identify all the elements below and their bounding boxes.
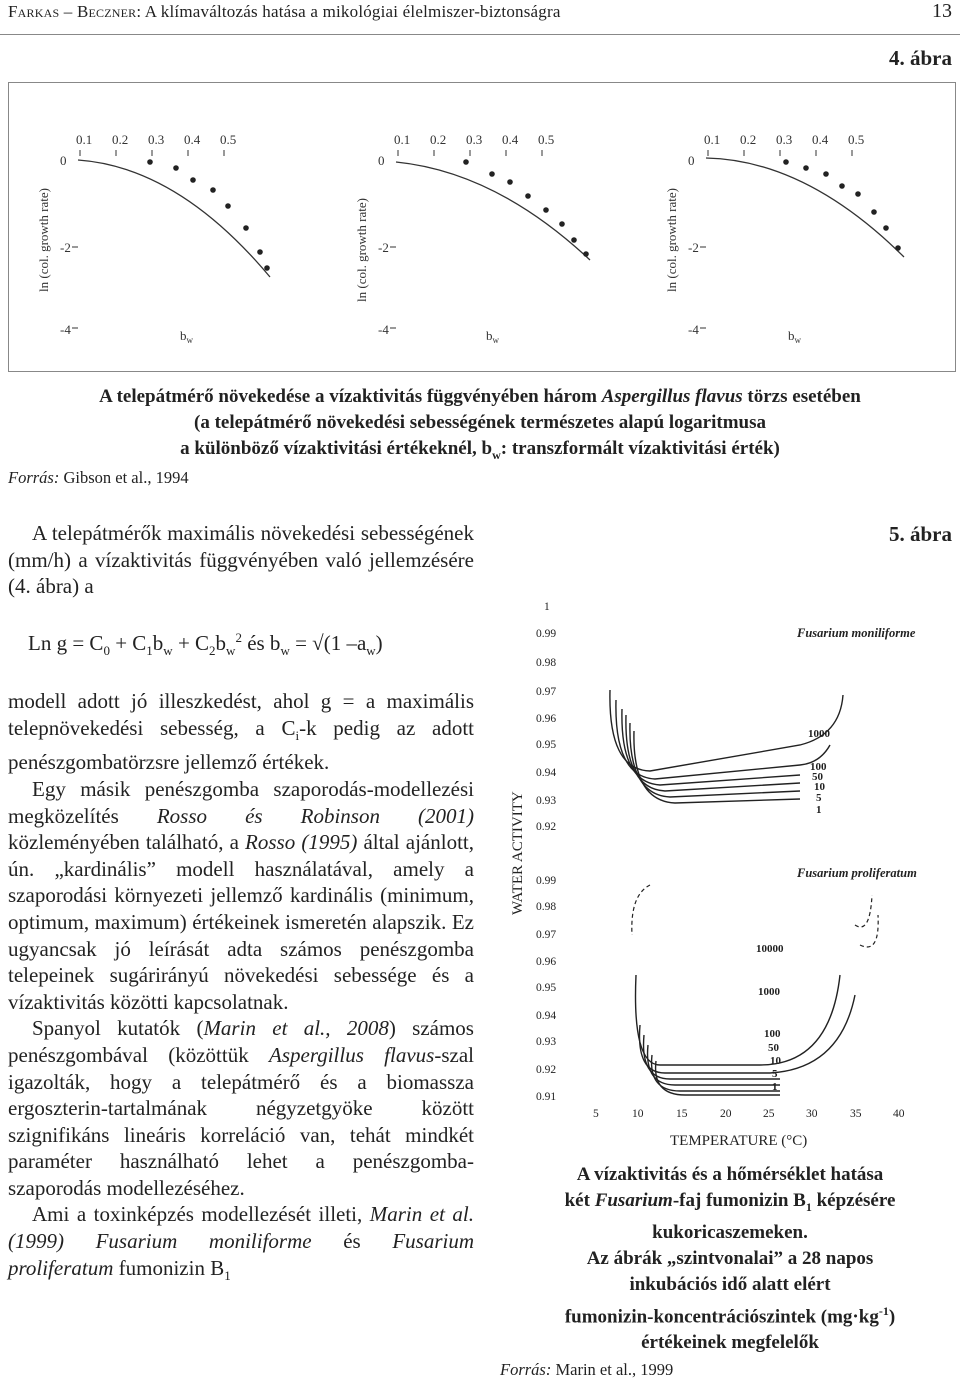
p2-xlabel: $b_w$: [486, 328, 499, 345]
svg-text:20: 20: [720, 1108, 732, 1120]
svg-text:0.97: 0.97: [536, 686, 557, 698]
svg-text:1000: 1000: [808, 728, 830, 740]
svg-text:5: 5: [772, 1068, 778, 1080]
p1-curve: [78, 160, 270, 277]
svg-text:0.95: 0.95: [536, 982, 557, 994]
svg-text:0.4: 0.4: [502, 132, 519, 147]
svg-text:0.93: 0.93: [536, 795, 557, 807]
svg-text:0.4: 0.4: [812, 132, 829, 147]
fig5-caption-l6: fumonizin-koncentrációszintek $(mg\cdot kg^{-1})$: [564, 1303, 896, 1328]
svg-text:10: 10: [770, 1055, 781, 1067]
p2-ylabel: ln (col. growth rate): [354, 198, 369, 302]
svg-text:0.3: 0.3: [776, 132, 793, 147]
running-header: [8, 2, 561, 22]
p1-xtick-0.2: 0.2: [112, 132, 129, 147]
p3-curve: [706, 158, 904, 257]
svg-text:0.98: 0.98: [536, 657, 557, 669]
fig5-caption-l4: Az ábrák „szintvonalai” a 28 napos: [586, 1247, 874, 1269]
figure4-panel-1: [36, 132, 270, 345]
svg-text:10: 10: [814, 781, 825, 793]
svg-text:0.1: 0.1: [704, 132, 721, 147]
model-formula: Ln $g = C_0 + C_1b_w + C_2b_w^2$ és $b_w = √(1$ $-a_w$): [28, 630, 383, 659]
svg-text:0: 0: [378, 153, 385, 168]
header-author2: Beczner: [76, 2, 137, 21]
p1-xtick-0.5: 0.5: [220, 132, 237, 147]
svg-text:1: 1: [772, 1081, 778, 1093]
svg-text:0.5: 0.5: [538, 132, 555, 147]
svg-text:-4: -4: [378, 322, 389, 337]
svg-text:0.92: 0.92: [536, 1064, 557, 1076]
svg-text:0.99: 0.99: [536, 628, 557, 640]
svg-text:40: 40: [893, 1108, 905, 1120]
svg-text:10000: 10000: [756, 943, 784, 955]
fig5-bottom-dashed: [632, 885, 878, 947]
svg-text:1: 1: [816, 804, 822, 816]
figure4-panel-2: [354, 132, 590, 345]
svg-text:0.95: 0.95: [536, 739, 557, 751]
svg-text:0.3: 0.3: [466, 132, 483, 147]
fig5-xlabel: TEMPERATURE (°C): [670, 1133, 808, 1149]
figure4-caption-line2: (a telepátmérő növekedési sebességének természetes alapú logaritmusa: [194, 412, 766, 433]
svg-text:0.92: 0.92: [536, 821, 557, 833]
fig5-caption-l1: A vízaktivitás és a hőmérséklet hatása: [576, 1164, 884, 1185]
fig5-top-yticks: [536, 601, 556, 833]
fig5-caption-l2: két Fusarium-faj fumonizin $B_1$ képzésére: [564, 1190, 896, 1214]
figure4-caption: [0, 384, 960, 468]
body-para2: modell adott jó illeszkedést, ahol g = a maximális telepnövekedési sebesség, a $C_i-k$ pedig az adott penészgombatörzsre jellemző értékek.: [8, 689, 474, 775]
body-para3: Egy másik penészgomba szaporodás-modellezési megközelítés Rosso és Robinson (2001) közleményében található, a Rosso (1995) által ajánlott, ún. „kardinális” modell használatával, amely a szaporodási környezeti jellemző kardinális (minimum, optimum, maximum) értékeinek ismeretén alapszik. Ez ugyancsak jó leírását adta számos penészgomba telepeinek sugárirányú növekedési sebessége és a vízaktivitás közötti kapcsolatnak.: [8, 776, 474, 1014]
figure5-source: Forrás: Marin et al., 1999: [500, 1360, 674, 1379]
p1-xlabel: $b_w$: [180, 328, 193, 345]
body-main: [8, 688, 474, 1289]
figure4-source: Forrás: Gibson et al., 1994: [8, 468, 189, 487]
svg-text:0.94: 0.94: [536, 767, 557, 779]
svg-text:5: 5: [816, 792, 822, 804]
header-rule: [0, 34, 960, 35]
svg-text:-4: -4: [688, 322, 699, 337]
p3-ylabel: ln (col. growth rate): [664, 188, 679, 292]
p1-ytick-neg4: -4: [60, 322, 71, 337]
svg-text:0.1: 0.1: [394, 132, 411, 147]
svg-text:50: 50: [768, 1042, 779, 1054]
figure4-panels: [8, 82, 956, 372]
fig5-bottom-title: Fusarium proliferatum: [797, 866, 917, 880]
svg-text:0.5: 0.5: [848, 132, 865, 147]
svg-text:0.94: 0.94: [536, 1010, 557, 1022]
svg-text:30: 30: [806, 1108, 818, 1120]
fig5-bottom-contour-labels: [756, 943, 784, 1093]
svg-text:0.2: 0.2: [430, 132, 447, 147]
svg-text:5: 5: [593, 1108, 599, 1120]
svg-text:-2: -2: [688, 240, 699, 255]
fig5-xticks: [593, 1108, 905, 1120]
figure5-caption: [500, 1162, 960, 1356]
p3-xlabel: $b_w$: [788, 328, 801, 345]
fig5-caption-l7: értékeinek megfelelők: [641, 1332, 819, 1354]
p1-ytick-0: 0: [60, 153, 67, 168]
svg-text:50: 50: [812, 771, 823, 783]
fig5-caption-l5: inkubációs idő alatt elért: [629, 1273, 831, 1295]
svg-text:0.99: 0.99: [536, 875, 557, 887]
figure4-caption-line3: a különböző vízaktivitási értékeknél, $b_w$: transzformált vízaktivitási érték): [180, 438, 780, 462]
fig5-ylabel: WATER ACTIVITY: [510, 791, 526, 915]
svg-text:0.97: 0.97: [536, 929, 557, 941]
p1-xtick-0.1: 0.1: [76, 132, 93, 147]
svg-text:0: 0: [688, 153, 695, 168]
svg-text:0.96: 0.96: [536, 956, 557, 968]
svg-text:-2: -2: [378, 240, 389, 255]
svg-text:25: 25: [763, 1108, 775, 1120]
fig5-bottom-yticks: [536, 875, 556, 1103]
fig5-caption-l3: kukoricaszemeken.: [652, 1221, 808, 1243]
svg-text:100: 100: [810, 761, 827, 773]
fig5-top-contours: [610, 690, 843, 803]
svg-text:0.2: 0.2: [740, 132, 757, 147]
p1-xtick-0.3: 0.3: [148, 132, 165, 147]
page-number: 13: [932, 0, 952, 22]
body-para4: Spanyol kutatók (Marin et al., 2008) számos penészgombával (közöttük Aspergillus flavus-szal igazolták, hogy a telepátmérő és a biomassza ergoszterin-tartalmának négyzetgyöke között szignifikáns lineáris korreláció van, tehát mindkét paraméter használható lehet a penészgomba-szaporodás modellezéséhez.: [8, 1016, 474, 1200]
svg-text:1: 1: [544, 601, 550, 613]
p2-curve: [396, 162, 590, 260]
figure4-panel-3: [664, 132, 904, 345]
fig5-bottom-contours: [636, 975, 856, 1095]
figure4-label: 4. ábra: [889, 46, 952, 70]
p1-ytick-neg2: -2: [60, 240, 71, 255]
svg-text:15: 15: [676, 1108, 688, 1120]
svg-text:0.91: 0.91: [536, 1091, 557, 1103]
header-title: : A klímaváltozás hatása a mikológiai élelmiszer-biztonságra: [136, 2, 561, 21]
svg-text:10: 10: [632, 1108, 644, 1120]
figure5-chart: [500, 595, 956, 1155]
header-author1: Farkas: [8, 2, 60, 21]
body-para1: A telepátmérők maximális növekedési sebességének (mm/h) a vízaktivitás függvényében való jellemzésére (4. ábra) a: [8, 521, 474, 599]
svg-text:100: 100: [764, 1028, 781, 1040]
figure4-caption-line1: A telepátmérő növekedése a vízaktivitás függvényében három Aspergillus flavus törzs esetében: [99, 386, 861, 407]
figure5-label: 5. ábra: [889, 522, 952, 546]
svg-text:1000: 1000: [758, 986, 780, 998]
svg-text:0.98: 0.98: [536, 901, 557, 913]
p1-ylabel: ln (col. growth rate): [36, 188, 51, 292]
fig5-top-title: Fusarium moniliforme: [797, 626, 916, 640]
svg-text:35: 35: [850, 1108, 862, 1120]
p1-xtick-0.4: 0.4: [184, 132, 201, 147]
svg-text:0.96: 0.96: [536, 713, 557, 725]
body-para5: Ami a toxinképzés modellezését illeti, Marin et al. (1999) Fusarium moniliforme és Fusarium proliferatum fumonizin $B_1$: [8, 1202, 475, 1283]
header-sep: –: [59, 2, 77, 21]
svg-text:0.93: 0.93: [536, 1036, 557, 1048]
